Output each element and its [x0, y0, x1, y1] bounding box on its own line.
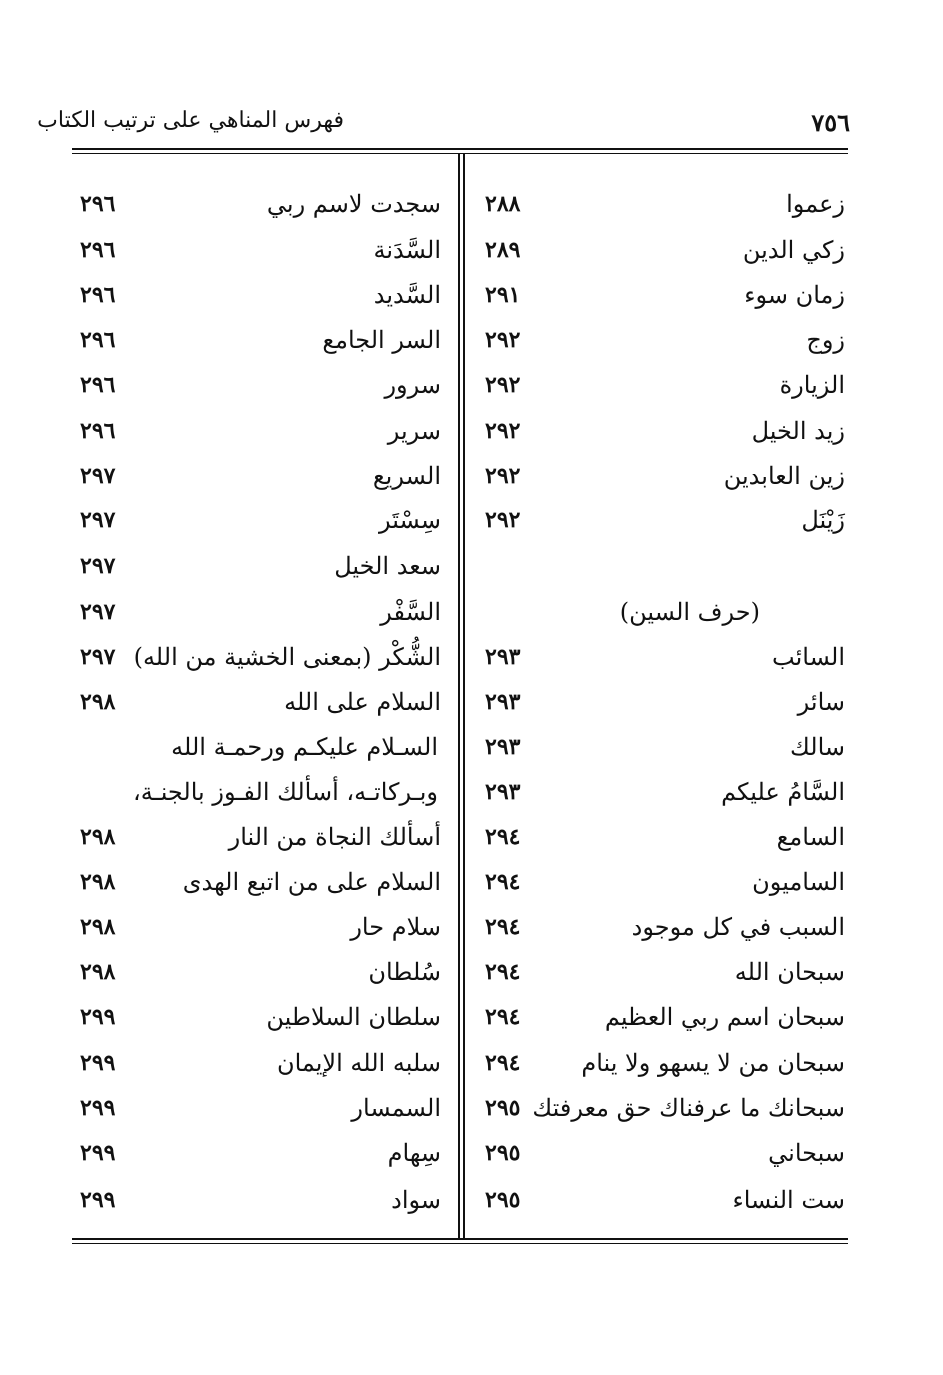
entry-term: سِهام	[387, 1139, 441, 1167]
entry-term: سلطان السلاطين	[266, 1003, 441, 1031]
entry-term: زَيْنَل	[801, 506, 845, 534]
page-number: ٧٥٦	[811, 108, 850, 137]
index-entry	[480, 320, 850, 360]
index-entry	[480, 952, 850, 992]
index-entry	[480, 637, 850, 677]
index-entry	[78, 365, 443, 405]
header-rule-thin	[72, 153, 848, 154]
index-entry	[78, 862, 443, 902]
index-entry	[78, 500, 443, 540]
entry-term: السر الجامع	[322, 326, 441, 354]
header-rule-thick	[72, 148, 848, 150]
entry-term: سجدت لاسم ربي	[266, 190, 441, 218]
entry-page: ٢٨٨	[485, 191, 521, 217]
entry-page: ٢٩٢	[485, 372, 521, 398]
entry-term: السَّامُ عليكم	[721, 778, 845, 806]
index-entry	[480, 230, 850, 270]
entry-term: سالك	[790, 733, 845, 761]
index-entry	[78, 997, 443, 1037]
entry-term: السامع	[776, 823, 845, 851]
entry-page: ٢٩٣	[485, 734, 521, 760]
entry-term: سبحان اسم ربي العظيم	[604, 1003, 845, 1031]
footer-rule-thin	[72, 1243, 848, 1244]
entry-term: سِسْتَر	[378, 506, 441, 534]
entry-page: ٢٩٣	[485, 689, 521, 715]
entry-term: السلام على من اتبع الهدى	[182, 868, 441, 896]
index-entry	[78, 411, 443, 451]
entry-term: زكي الدين	[742, 236, 845, 264]
entry-term: السبب في كل موجود	[631, 913, 845, 941]
index-entry	[78, 456, 443, 496]
entry-page: ٢٩٩	[80, 1004, 116, 1030]
entry-term: سبحانك ما عرفناك حق معرفتك	[532, 1094, 845, 1122]
entry-page: ٢٩٤	[485, 914, 521, 940]
index-entry	[480, 907, 850, 947]
index-entry	[78, 230, 443, 270]
entry-page: ٢٩٤	[485, 869, 521, 895]
index-entry	[78, 637, 443, 677]
footer-rule-thick	[72, 1238, 848, 1240]
index-entry	[78, 682, 443, 722]
section-heading: (حرف السين)	[619, 598, 760, 626]
running-header-title: فهرس المناهي على ترتيب الكتاب	[37, 108, 344, 133]
index-entry	[480, 411, 850, 451]
entry-term: سائر	[797, 688, 845, 716]
index-entry	[78, 592, 443, 632]
entry-term: الشُّكْر (بمعنى الخشية من الله)	[133, 643, 441, 671]
entry-page: ٢٩٢	[485, 507, 521, 533]
entry-page: ٢٩٩	[80, 1095, 116, 1121]
entry-page: ٢٩٣	[485, 779, 521, 805]
index-entry	[78, 546, 443, 586]
entry-page: ٢٩٥	[485, 1095, 521, 1121]
index-entry	[78, 1133, 443, 1173]
index-entry	[480, 500, 850, 540]
entry-page: ٢٩٨	[80, 959, 116, 985]
entry-term: سبحاني	[768, 1139, 845, 1167]
entry-term: سرور	[384, 371, 441, 399]
entry-page: ٢٩٧	[80, 644, 116, 670]
entry-page: ٢٩٦	[80, 282, 116, 308]
index-entry	[78, 952, 443, 992]
index-entry	[480, 1133, 850, 1173]
entry-term: زيد الخيل	[751, 417, 845, 445]
entry-term: الزيارة	[779, 371, 845, 399]
entry-page: ٢٩٦	[80, 372, 116, 398]
index-entry	[480, 1180, 850, 1220]
entry-term: سواد	[391, 1186, 441, 1214]
column-divider-right-line	[463, 154, 465, 1240]
entry-page: ٢٩٧	[80, 553, 116, 579]
index-entry	[78, 817, 443, 857]
entry-page: ٢٩١	[485, 282, 521, 308]
entry-page: ٢٩٨	[80, 869, 116, 895]
entry-page: ٢٩٢	[485, 463, 521, 489]
entry-term: السَّدَنة	[373, 236, 441, 264]
entry-term: زعموا	[786, 190, 845, 218]
entry-page: ٢٩٦	[80, 191, 116, 217]
index-entry	[78, 275, 443, 315]
entry-page: ٢٩٩	[80, 1140, 116, 1166]
entry-page: ٢٩٧	[80, 463, 116, 489]
entry-term: ست النساء	[732, 1186, 845, 1214]
entry-page: ٢٨٩	[485, 237, 521, 263]
entry-term: الساميون	[752, 868, 845, 896]
entry-term: سبحان من لا يسهو ولا ينام	[581, 1049, 845, 1077]
entry-page: ٢٩٨	[80, 824, 116, 850]
entry-page: ٢٩٣	[485, 644, 521, 670]
entry-term: سلام حار	[350, 913, 441, 941]
index-entry	[480, 682, 850, 722]
entry-term: السريع	[372, 462, 441, 490]
entry-page: ٢٩٤	[485, 959, 521, 985]
entry-page: ٢٩٢	[485, 327, 521, 353]
entry-page: ٢٩٦	[80, 327, 116, 353]
index-entry	[78, 320, 443, 360]
index-entry	[480, 1043, 850, 1083]
multiline-entry-line: السـلام عليكـم ورحمـة الله	[171, 733, 438, 761]
entry-page: ٢٩٥	[485, 1187, 521, 1213]
index-entry	[480, 184, 850, 224]
index-entry	[480, 817, 850, 857]
entry-page: ٢٩٨	[80, 689, 116, 715]
index-entry	[480, 997, 850, 1037]
entry-page: ٢٩٦	[80, 418, 116, 444]
entry-term: سبحان الله	[734, 958, 845, 986]
entry-page: ٢٩٧	[80, 507, 116, 533]
index-entry	[480, 772, 850, 812]
entry-page: ٢٩٩	[80, 1050, 116, 1076]
entry-page: ٢٩٤	[485, 824, 521, 850]
entry-term: أسألك النجاة من النار	[228, 823, 441, 851]
index-entry	[78, 1043, 443, 1083]
index-entry	[78, 1180, 443, 1220]
index-entry	[480, 456, 850, 496]
entry-term: السمسار	[351, 1094, 441, 1122]
entry-term: السائب	[772, 643, 845, 671]
index-entry	[78, 907, 443, 947]
entry-page: ٢٩٤	[485, 1050, 521, 1076]
entry-term: سُلطان	[368, 958, 441, 986]
index-entry	[480, 275, 850, 315]
entry-page: ٢٩٨	[80, 914, 116, 940]
entry-term: السَّفْر	[380, 598, 441, 626]
index-entry	[78, 1088, 443, 1128]
index-entry	[480, 1088, 850, 1128]
entry-page: ٢٩٦	[80, 237, 116, 263]
entry-page: ٢٩٧	[80, 599, 116, 625]
index-entry	[480, 365, 850, 405]
entry-page: ٢٩٩	[80, 1187, 116, 1213]
column-divider-left-line	[458, 154, 460, 1240]
entry-term: السَّديد	[373, 281, 441, 309]
entry-term: السلام على الله	[284, 688, 441, 716]
entry-page: ٢٩٥	[485, 1140, 521, 1166]
entry-term: زمان سوء	[744, 281, 845, 309]
index-entry	[480, 727, 850, 767]
entry-page: ٢٩٤	[485, 1004, 521, 1030]
entry-term: سلبه الله الإيمان	[276, 1049, 441, 1077]
entry-term: زوج	[806, 326, 845, 354]
entry-page: ٢٩٢	[485, 418, 521, 444]
entry-term: سعد الخيل	[334, 552, 441, 580]
index-entry	[78, 184, 443, 224]
multiline-entry-line: وبـركاتـه، أسألك الفـوز بالجنـة،	[133, 778, 438, 806]
entry-term: زين العابدين	[723, 462, 845, 490]
entry-term: سرير	[387, 417, 441, 445]
index-entry	[480, 862, 850, 902]
